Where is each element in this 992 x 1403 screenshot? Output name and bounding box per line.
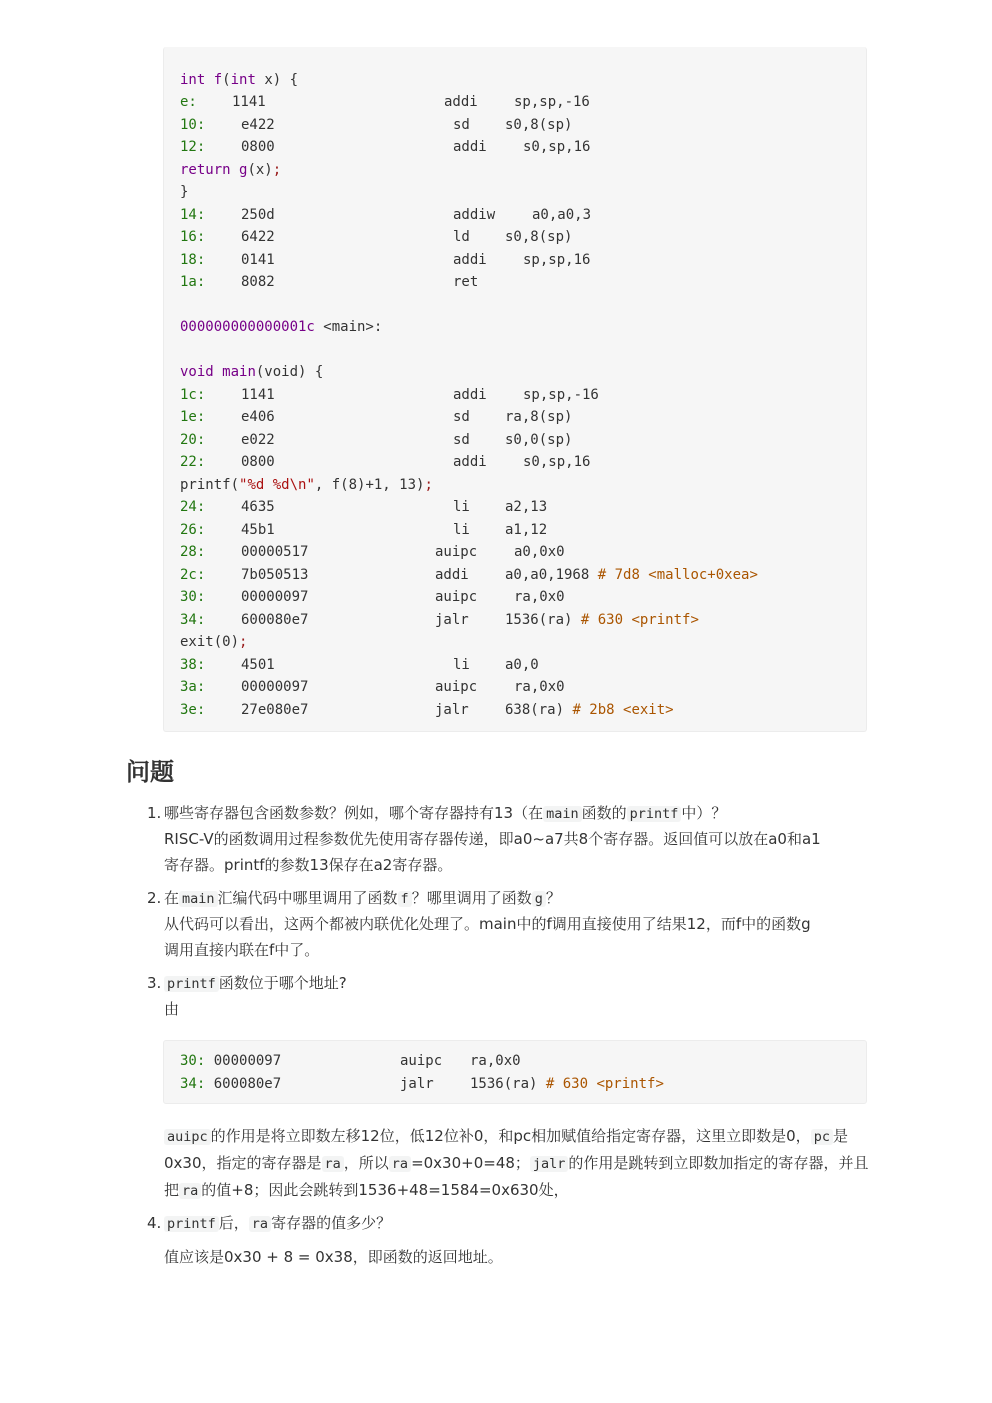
asm-hex: 00000097: [241, 589, 309, 605]
asm-opcode: ret: [453, 274, 479, 290]
asm-address: 1c:: [180, 387, 206, 403]
asm-address: 3e:: [180, 702, 206, 718]
asm-line: [180, 699, 674, 721]
answer-4: 值应该是0x30 + 8 = 0x38，即函数的返回地址。: [164, 1248, 503, 1266]
keyword-int: int: [180, 72, 206, 88]
inline-code: ra: [322, 1156, 344, 1172]
semicolon: ;: [272, 162, 282, 178]
code-line-printf-call: [180, 474, 433, 496]
asm-line: [180, 114, 573, 136]
paren: (: [222, 72, 231, 88]
asm-line: [180, 519, 548, 541]
asm-args: s0,sp,16: [523, 454, 591, 470]
asm-hex: 0800: [241, 139, 275, 155]
call-args: (x): [247, 162, 273, 178]
code-line-main-signature: [180, 361, 323, 383]
asm-hex: e406: [241, 409, 275, 425]
exit-call: exit(0): [180, 634, 240, 650]
question-text: ？哪里调用了函数: [411, 889, 532, 907]
function-name-main: main: [222, 364, 256, 380]
answer-3-intro: 由: [164, 1000, 180, 1018]
asm-hex: 250d: [241, 207, 275, 223]
question-number: 1.: [147, 804, 162, 822]
asm-args: ra,0x0: [470, 1053, 521, 1069]
asm-args: s0,0(sp): [505, 432, 573, 448]
asm-args-with-comment: [505, 699, 674, 721]
format-string: "%d %d\n": [239, 477, 315, 493]
asm-opcode: auipc: [400, 1053, 443, 1069]
semicolon: ;: [239, 634, 248, 650]
asm-args: ra,8(sp): [505, 409, 573, 425]
question-text: 后，: [218, 1214, 249, 1232]
asm-args-with-comment: [470, 1073, 664, 1095]
asm-address: 28:: [180, 544, 206, 560]
asm-address: 3a:: [180, 679, 206, 695]
asm-opcode: auipc: [435, 679, 478, 695]
asm-comment: # 630 <printf>: [580, 612, 699, 628]
asm-address: 26:: [180, 522, 206, 538]
inline-code: pc: [811, 1129, 833, 1145]
asm-opcode: li: [453, 499, 470, 515]
asm-hex: 0800: [241, 454, 275, 470]
asm-line: [180, 564, 758, 586]
asm-opcode: li: [453, 522, 470, 538]
asm-comment: # 7d8 <malloc+0xea>: [597, 567, 758, 583]
answer-3-explanation: [164, 1123, 869, 1204]
asm-opcode: addi: [453, 252, 487, 268]
asm-opcode: addi: [453, 139, 487, 155]
asm-opcode: addiw: [453, 207, 496, 223]
section-title: 问题: [126, 758, 174, 786]
asm-opcode: li: [453, 657, 470, 673]
asm-address: 1e:: [180, 409, 206, 425]
text: 的作用是跳转到立即数加指定的寄: [568, 1154, 794, 1172]
asm-args-with-comment: [505, 609, 699, 631]
asm-args: 1536(ra): [470, 1076, 538, 1092]
asm-address: 34:: [180, 612, 206, 628]
inline-code: g: [532, 891, 546, 907]
inline-code: ra: [249, 1216, 271, 1232]
asm-args: a0,a0,1968: [505, 567, 590, 583]
text: 存器，并且把: [164, 1154, 869, 1199]
question-number: 2.: [147, 889, 162, 907]
asm-hex: 4501: [241, 657, 275, 673]
asm-line: [180, 136, 591, 158]
text: =0x30+0=48；: [411, 1154, 530, 1172]
code-line-return: [180, 159, 281, 181]
asm-args: s0,8(sp): [505, 229, 573, 245]
answer-1-line-2: 寄存器。printf的参数13保存在a2寄存器。: [164, 856, 453, 874]
inline-code: main: [179, 891, 218, 907]
code-line-exit-call: [180, 631, 247, 653]
asm-line: [180, 249, 591, 271]
asm-args: ra,0x0: [514, 679, 565, 695]
keyword-return: return: [180, 162, 231, 178]
function-name-f: f: [213, 72, 223, 88]
question-text: 汇编代码中哪里调用了函数: [217, 889, 398, 907]
inline-code: printf: [627, 806, 682, 822]
asm-hex: 27e080e7: [241, 702, 309, 718]
question-text: 函数位于哪个地址?: [218, 974, 347, 992]
question-2: [164, 885, 869, 912]
asm-opcode: ld: [453, 229, 470, 245]
inline-code: jalr: [530, 1156, 569, 1172]
asm-args: a1,12: [505, 522, 548, 538]
asm-hex: 45b1: [241, 522, 275, 538]
asm-opcode: jalr: [435, 612, 469, 628]
asm-line: [180, 654, 539, 676]
asm-args: a0,0: [505, 657, 539, 673]
question-text: 在: [164, 889, 180, 907]
asm-address: 2c:: [180, 567, 206, 583]
asm-hex: 600080e7: [213, 1076, 282, 1092]
asm-line: [180, 271, 479, 293]
asm-line: [180, 406, 573, 428]
asm-hex: 00000097: [213, 1053, 282, 1069]
asm-address: 24:: [180, 499, 206, 515]
param-x: x) {: [255, 72, 299, 88]
text: 的作用是将立即数左移12位，低12位补0，和pc相加赋值给指定寄存器，这里立即数是0，: [210, 1127, 811, 1145]
asm-args: sp,sp,-16: [523, 387, 599, 403]
semicolon: ;: [424, 477, 433, 493]
asm-args: 1536(ra): [505, 612, 573, 628]
inline-code: printf: [164, 976, 219, 992]
asm-line: [180, 1073, 664, 1095]
code-line-close-brace: }: [180, 184, 189, 200]
keyword-void: void: [180, 364, 214, 380]
code-block-printf-call: [163, 1040, 867, 1104]
asm-address: 30:: [180, 1053, 206, 1069]
asm-opcode: jalr: [435, 702, 469, 718]
asm-opcode: sd: [453, 432, 470, 448]
asm-line: [180, 226, 573, 248]
question-number: 3.: [147, 974, 162, 992]
text: 的值+8；因此会跳转到1536+48=1584=0x630处，: [201, 1181, 569, 1199]
asm-comment: # 2b8 <exit>: [572, 702, 674, 718]
question-3: [164, 970, 869, 997]
asm-opcode: auipc: [435, 589, 478, 605]
asm-args: a0,0x0: [514, 544, 565, 560]
printf-args: , f(8)+1, 13): [314, 477, 425, 493]
asm-hex: 0141: [241, 252, 275, 268]
asm-opcode: addi: [453, 387, 487, 403]
asm-args: 638(ra): [505, 702, 565, 718]
asm-line: [180, 496, 548, 518]
asm-line: [180, 609, 699, 631]
asm-opcode: sd: [453, 409, 470, 425]
question-4: [164, 1210, 869, 1237]
asm-args: ra,0x0: [514, 589, 565, 605]
asm-address: 30:: [180, 589, 206, 605]
asm-opcode: addi: [444, 94, 478, 110]
asm-hex: 7b050513: [241, 567, 309, 583]
asm-line: [180, 676, 565, 698]
asm-opcode: addi: [435, 567, 469, 583]
inline-code: ra: [389, 1156, 411, 1172]
answer-2-line-2: 调用直接内联在f中了。: [164, 941, 320, 959]
main-params: (void) {: [255, 364, 324, 380]
code-block-disassembly: [163, 47, 867, 732]
asm-args: a2,13: [505, 499, 548, 515]
inline-code: printf: [164, 1216, 219, 1232]
symbol-address: 000000000000001c: [180, 319, 315, 335]
asm-address: 20:: [180, 432, 206, 448]
text: ，所以: [343, 1154, 389, 1172]
asm-hex: 00000097: [241, 679, 309, 695]
inline-code: auipc: [164, 1129, 211, 1145]
asm-line: [180, 586, 565, 608]
asm-args-with-comment: [505, 564, 758, 586]
inline-code: ra: [179, 1183, 201, 1199]
symbol-name: <main>:: [314, 319, 383, 335]
asm-address: 18:: [180, 252, 206, 268]
keyword-int: int: [230, 72, 256, 88]
asm-line: [180, 384, 599, 406]
asm-line: [180, 429, 573, 451]
asm-line: [180, 91, 590, 113]
asm-hex: 1141: [232, 94, 266, 110]
asm-address: 14:: [180, 207, 206, 223]
answer-2-line-1: 从代码可以看出，这两个都被内联优化处理了。main中的f调用直接使用了结果12，而f中的函数g: [164, 915, 811, 933]
asm-address: 10:: [180, 117, 206, 133]
asm-address: 38:: [180, 657, 206, 673]
asm-address: 34:: [180, 1076, 206, 1092]
question-text: 寄存器的值多少？: [271, 1214, 392, 1232]
inline-code: main: [543, 806, 582, 822]
asm-args: s0,8(sp): [505, 117, 573, 133]
question-text: 哪些寄存器包含函数参数？例如，哪个寄存器持有13（在: [164, 804, 544, 822]
asm-address: 22:: [180, 454, 206, 470]
asm-hex: 600080e7: [241, 612, 309, 628]
asm-line: [180, 541, 565, 563]
asm-hex: 8082: [241, 274, 275, 290]
asm-opcode: auipc: [435, 544, 478, 560]
asm-opcode: jalr: [400, 1076, 434, 1092]
question-text: 函数的: [581, 804, 627, 822]
asm-opcode: sd: [453, 117, 470, 133]
asm-args: sp,sp,16: [523, 252, 591, 268]
asm-args: sp,sp,-16: [514, 94, 590, 110]
code-line-f-signature: [180, 69, 298, 91]
asm-address: 12:: [180, 139, 206, 155]
question-text: 中）？: [681, 804, 727, 822]
asm-args: a0,a0,3: [532, 207, 592, 223]
asm-address: 1a:: [180, 274, 206, 290]
function-call-g: g: [230, 162, 248, 178]
asm-comment: # 630 <printf>: [545, 1076, 664, 1092]
inline-code: f: [398, 891, 412, 907]
asm-line: [180, 204, 592, 226]
asm-address: 16:: [180, 229, 206, 245]
printf-call: printf(: [180, 477, 240, 493]
asm-line: [180, 1050, 521, 1072]
text: 是0x30，指定的寄存器是: [164, 1127, 848, 1172]
asm-hex: 6422: [241, 229, 275, 245]
code-line-main-label: [180, 316, 382, 338]
asm-hex: e022: [241, 432, 275, 448]
asm-hex: e422: [241, 117, 275, 133]
asm-hex: 4635: [241, 499, 275, 515]
asm-address: e:: [180, 94, 197, 110]
answer-1-line-1: RISC-V的函数调用过程参数优先使用寄存器传递，即a0~a7共8个寄存器。返回值可以放在a0和a1: [164, 830, 821, 848]
asm-hex: 1141: [241, 387, 275, 403]
question-1: [164, 800, 869, 827]
question-number: 4.: [147, 1214, 162, 1232]
asm-line: [180, 451, 591, 473]
question-text: ？: [545, 889, 561, 907]
asm-args: s0,sp,16: [523, 139, 591, 155]
asm-hex: 00000517: [241, 544, 309, 560]
asm-opcode: addi: [453, 454, 487, 470]
